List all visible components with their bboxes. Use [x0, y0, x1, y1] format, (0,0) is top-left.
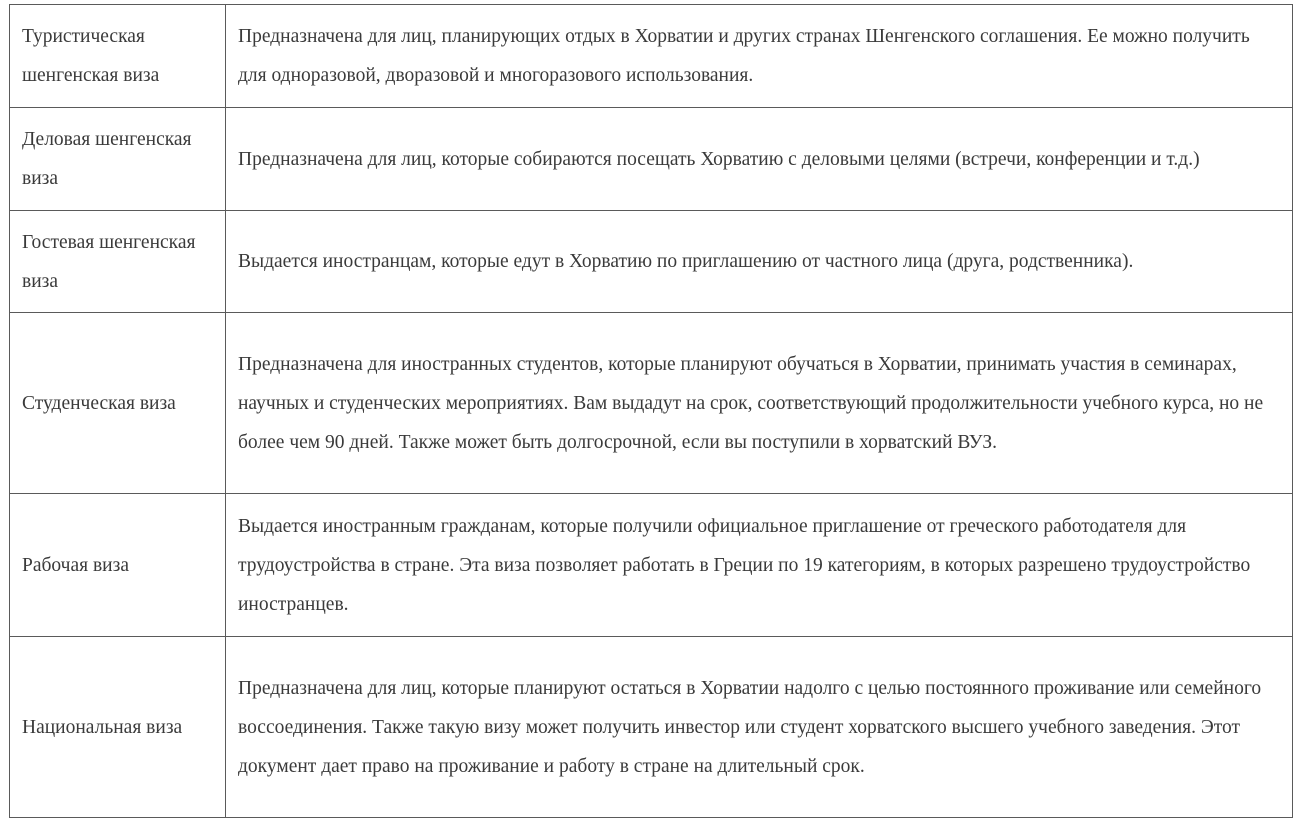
visa-description-cell: Предназначена для иностранных студентов, которые планируют обучаться в Хорватии, принимать участия в семинарах, научных и студенческих мероприятиях. Вам выдадут на срок, соответствующий продолжительности учебного курса, но не более чем 90 дней. Также может быть долгосрочной, если вы поступили в хорватский ВУЗ. — [226, 313, 1293, 494]
visa-description-cell: Предназначена для лиц, планирующих отдых в Хорватии и других странах Шенгенского соглашения. Ее можно получить для одноразовой, дворазовой и многоразового использования. — [226, 5, 1293, 108]
visa-description-cell: Выдается иностранцам, которые едут в Хорватию по приглашению от частного лица (друга, родственника). — [226, 211, 1293, 313]
visa-types-table — [9, 4, 1293, 818]
visa-description-cell: Выдается иностранным гражданам, которые получили официальное приглашение от греческого работодателя для трудоустройства в стране. Эта виза позволяет работать в Греции по 19 категориям, в которых разрешено трудоустройство иностранцев. — [226, 494, 1293, 637]
visa-description-cell: Предназначена для лиц, которые планируют остаться в Хорватии надолго с целью постоянного проживание или семейного воссоединения. Также такую визу может получить инвестор или студент хорватского высшего учебного заведения. Этот документ дает право на проживание и работу в стране на длительный срок. — [226, 637, 1293, 818]
table-row — [10, 313, 1293, 494]
visa-type-cell: Рабочая виза — [10, 494, 226, 637]
visa-type-cell: Студенческая виза — [10, 313, 226, 494]
visa-type-cell: Деловая шенгенская виза — [10, 108, 226, 211]
table-row — [10, 211, 1293, 313]
table-row — [10, 637, 1293, 818]
visa-type-cell: Туристическая шенгенская виза — [10, 5, 226, 108]
table-row — [10, 494, 1293, 637]
table-row — [10, 108, 1293, 211]
table-row — [10, 5, 1293, 108]
visa-type-cell: Гостевая шенгенская виза — [10, 211, 226, 313]
visa-type-cell: Национальная виза — [10, 637, 226, 818]
visa-description-cell: Предназначена для лиц, которые собираются посещать Хорватию с деловыми целями (встречи, конференции и т.д.) — [226, 108, 1293, 211]
